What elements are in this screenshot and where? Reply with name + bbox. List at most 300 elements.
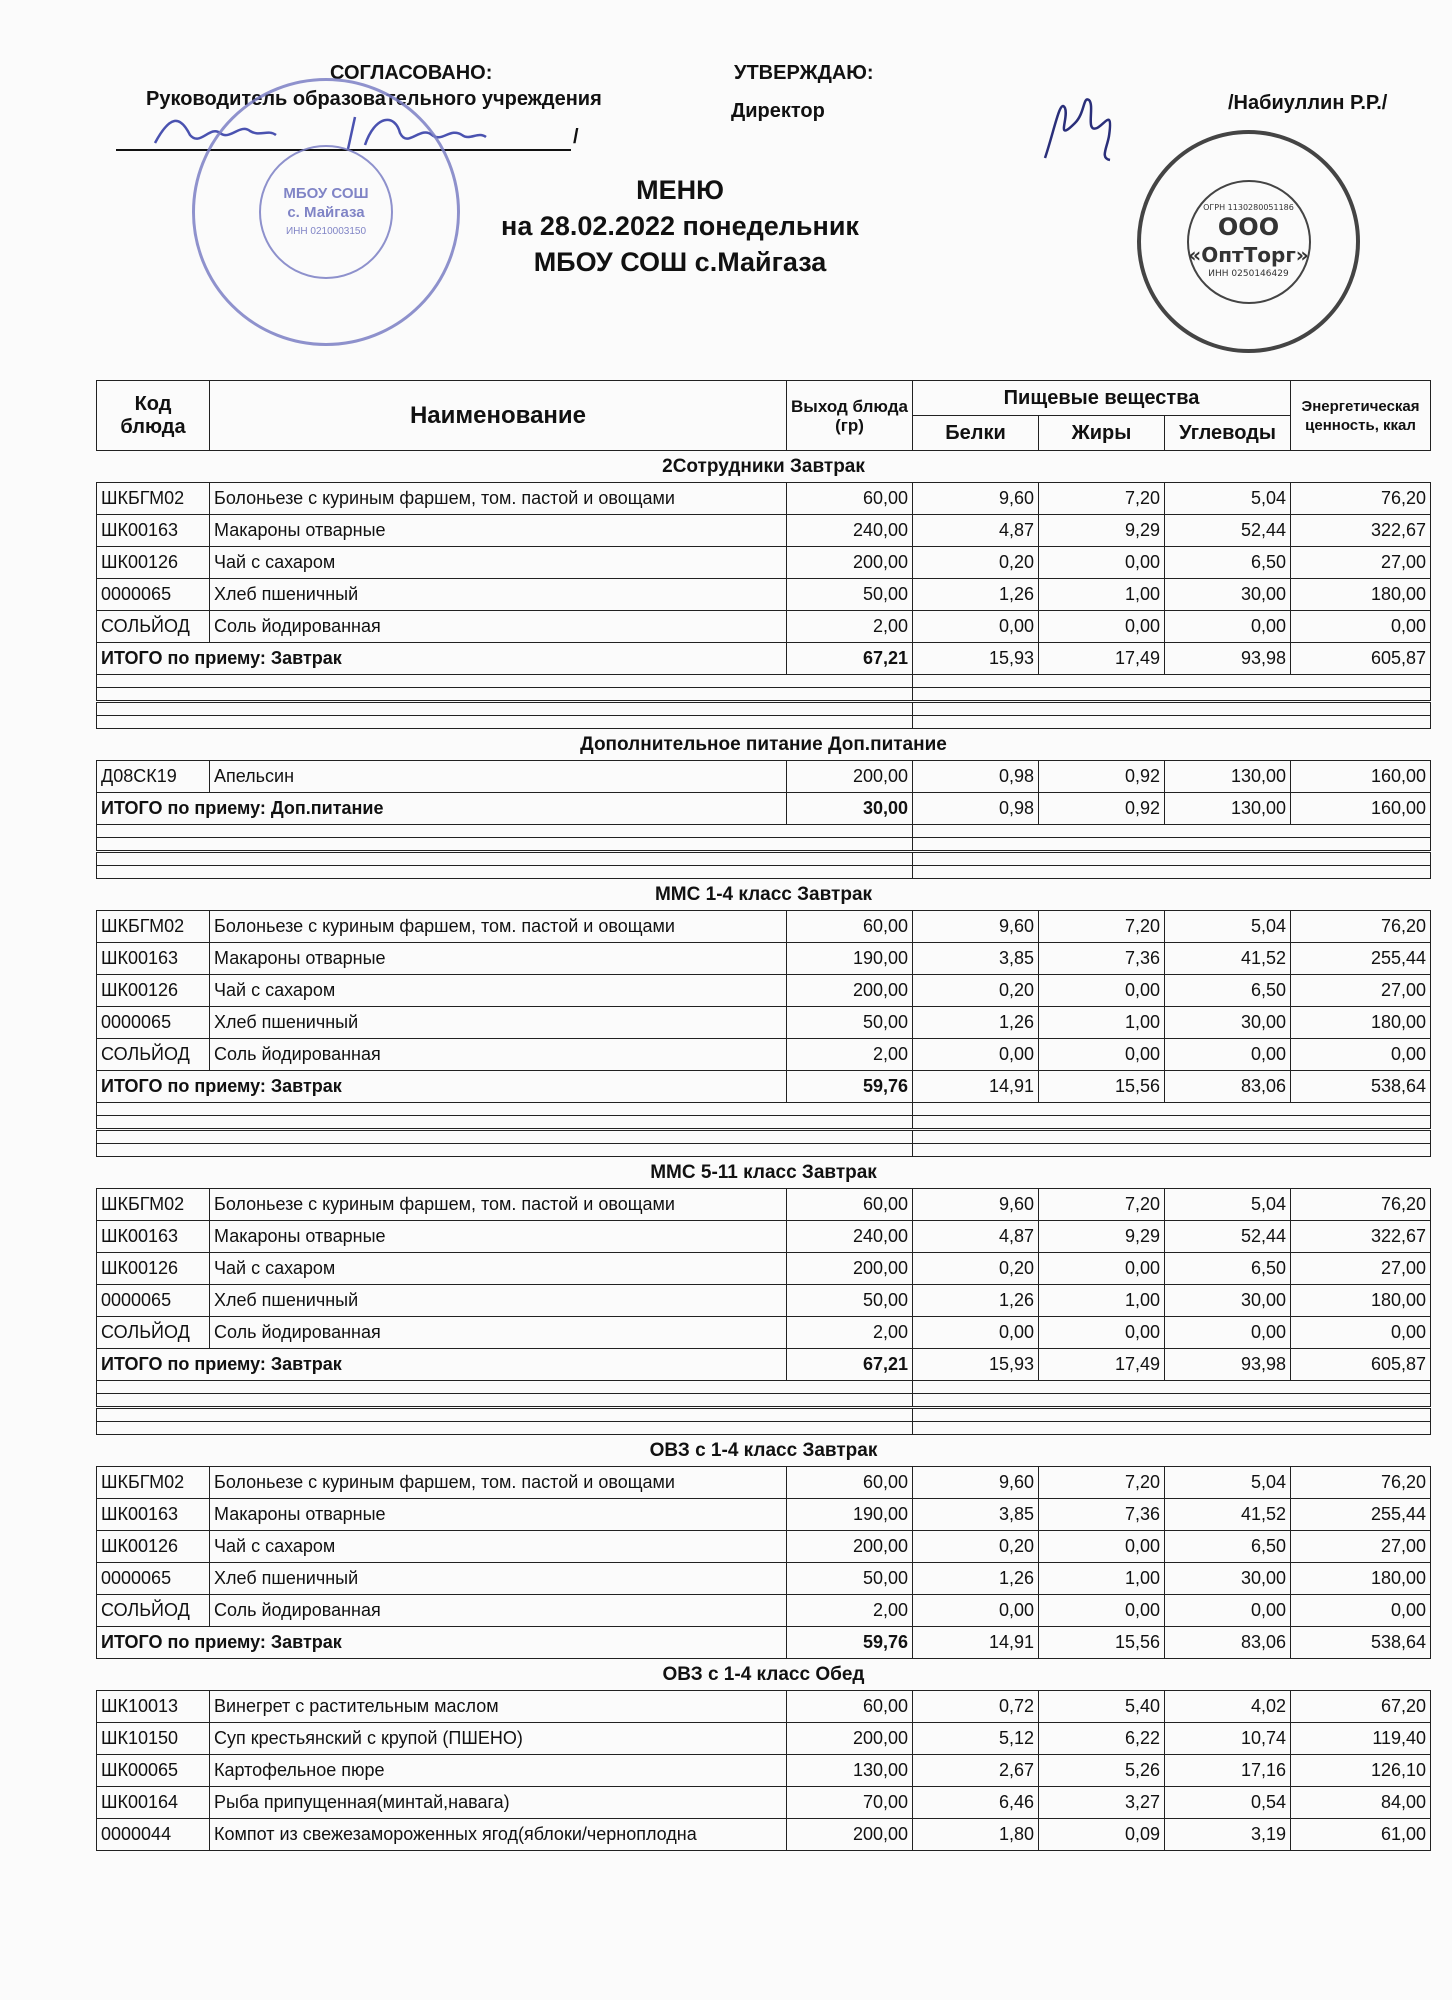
dish-protein: 1,26	[913, 1563, 1039, 1595]
dish-protein: 9,60	[913, 911, 1039, 943]
table-row	[97, 515, 1431, 547]
dish-protein: 3,85	[913, 943, 1039, 975]
dish-fat: 9,29	[1039, 1221, 1165, 1253]
total-output: 59,76	[787, 1627, 913, 1659]
company-stamp-inn: ИНН 0250146429	[1208, 269, 1289, 279]
dish-fat: 6,22	[1039, 1723, 1165, 1755]
dish-code: ШК00065	[97, 1755, 210, 1787]
dish-code: 0000065	[97, 1007, 210, 1039]
total-row	[97, 1071, 1431, 1103]
spacer-cell	[97, 702, 913, 716]
dish-code: СОЛЬЙОД	[97, 611, 210, 643]
dish-code: СОЛЬЙОД	[97, 1039, 210, 1071]
dish-code: ШК00163	[97, 1221, 210, 1253]
dish-energy: 67,20	[1291, 1691, 1431, 1723]
spacer-cell	[913, 688, 1431, 702]
dish-output: 200,00	[787, 975, 913, 1007]
spacer-cell	[913, 716, 1431, 729]
menu-title-school: МБОУ СОШ с.Майгаза	[533, 247, 827, 277]
table-row	[97, 1039, 1431, 1071]
header-fat: Жиры	[1039, 416, 1165, 451]
dish-carbs: 30,00	[1165, 1563, 1291, 1595]
dish-output: 2,00	[787, 1039, 913, 1071]
dish-carbs: 6,50	[1165, 1531, 1291, 1563]
dish-protein: 0,72	[913, 1691, 1039, 1723]
total-protein: 15,93	[913, 643, 1039, 675]
company-stamp-ogrn: ОГРН 1130280051186	[1203, 203, 1294, 212]
dish-name: Макароны отварные	[210, 1499, 787, 1531]
dish-energy: 180,00	[1291, 579, 1431, 611]
dish-name: Чай с сахаром	[210, 547, 787, 579]
approve-name: /Набиуллин Р.Р./	[1228, 92, 1388, 114]
table-row	[97, 1189, 1431, 1221]
spacer-cell	[913, 1394, 1431, 1408]
spacer-cell	[97, 825, 913, 838]
table-row	[97, 1819, 1431, 1851]
dish-code: ШК10013	[97, 1691, 210, 1723]
section-title: ММС 5-11 класс Завтрак	[97, 1157, 1431, 1189]
dish-protein: 4,87	[913, 515, 1039, 547]
dish-fat: 0,00	[1039, 611, 1165, 643]
dish-name: Хлеб пшеничный	[210, 579, 787, 611]
spacer-row	[97, 1144, 1431, 1157]
section-header	[97, 1435, 1431, 1467]
total-label: ИТОГО по приему: Завтрак	[97, 1627, 787, 1659]
dish-energy: 0,00	[1291, 1595, 1431, 1627]
spacer-cell	[913, 1116, 1431, 1130]
spacer-cell	[913, 838, 1431, 852]
dish-fat: 7,20	[1039, 483, 1165, 515]
spacer-cell	[97, 1422, 913, 1435]
spacer-cell	[97, 1408, 913, 1422]
spacer-cell	[97, 852, 913, 866]
total-row	[97, 793, 1431, 825]
total-row	[97, 1627, 1431, 1659]
dish-protein: 0,00	[913, 1317, 1039, 1349]
agreed-role: Руководитель образовательного учреждения	[146, 88, 602, 110]
total-output: 67,21	[787, 643, 913, 675]
dish-protein: 0,98	[913, 761, 1039, 793]
dish-carbs: 0,00	[1165, 1039, 1291, 1071]
spacer-cell	[97, 1144, 913, 1157]
dish-fat: 1,00	[1039, 1285, 1165, 1317]
dish-protein: 9,60	[913, 1189, 1039, 1221]
total-protein: 15,93	[913, 1349, 1039, 1381]
dish-name: Хлеб пшеничный	[210, 1563, 787, 1595]
dish-output: 60,00	[787, 1467, 913, 1499]
menu-body	[97, 451, 1431, 1851]
dish-name: Чай с сахаром	[210, 1531, 787, 1563]
spacer-cell	[913, 1422, 1431, 1435]
total-label: ИТОГО по приему: Доп.питание	[97, 793, 787, 825]
dish-name: Макароны отварные	[210, 943, 787, 975]
dish-carbs: 30,00	[1165, 1285, 1291, 1317]
spacer-row	[97, 825, 1431, 838]
dish-energy: 322,67	[1291, 515, 1431, 547]
dish-name: Суп крестьянский с крупой (ПШЕНО)	[210, 1723, 787, 1755]
total-fat: 17,49	[1039, 1349, 1165, 1381]
dish-fat: 5,40	[1039, 1691, 1165, 1723]
table-row	[97, 1691, 1431, 1723]
dish-name: Соль йодированная	[210, 1317, 787, 1349]
spacer-cell	[913, 1381, 1431, 1394]
dish-fat: 9,29	[1039, 515, 1165, 547]
spacer-row	[97, 688, 1431, 702]
dish-protein: 0,20	[913, 1253, 1039, 1285]
agreed-label: СОГЛАСОВАНО:	[330, 62, 493, 84]
table-row	[97, 579, 1431, 611]
spacer-cell	[97, 1381, 913, 1394]
dish-protein: 1,26	[913, 1007, 1039, 1039]
table-row	[97, 1007, 1431, 1039]
spacer-row	[97, 866, 1431, 879]
total-energy: 538,64	[1291, 1071, 1431, 1103]
table-row	[97, 483, 1431, 515]
dish-name: Апельсин	[210, 761, 787, 793]
section-header	[97, 729, 1431, 761]
dish-carbs: 0,00	[1165, 1317, 1291, 1349]
dish-output: 60,00	[787, 1691, 913, 1723]
spacer-row	[97, 675, 1431, 688]
section-title: ММС 1-4 класс Завтрак	[97, 879, 1431, 911]
header-name: Наименование	[210, 381, 787, 451]
dish-carbs: 0,00	[1165, 611, 1291, 643]
approve-label: УТВЕРЖДАЮ:	[734, 62, 874, 84]
section-title: ОВЗ с 1-4 класс Завтрак	[97, 1435, 1431, 1467]
dish-output: 50,00	[787, 579, 913, 611]
table-row	[97, 547, 1431, 579]
school-stamp-inn: ИНН 0210003150	[285, 225, 367, 237]
section-title: 2Сотрудники Завтрак	[97, 451, 1431, 483]
dish-fat: 0,00	[1039, 1595, 1165, 1627]
dish-protein: 0,20	[913, 1531, 1039, 1563]
dish-fat: 0,09	[1039, 1819, 1165, 1851]
dish-fat: 0,92	[1039, 761, 1165, 793]
dish-protein: 6,46	[913, 1787, 1039, 1819]
dish-carbs: 0,00	[1165, 1595, 1291, 1627]
dish-code: ШКБГМ02	[97, 1189, 210, 1221]
dish-code: 0000044	[97, 1819, 210, 1851]
dish-carbs: 30,00	[1165, 579, 1291, 611]
school-stamp-line1: МБОУ СОШ	[283, 184, 369, 202]
dish-code: ШКБГМ02	[97, 911, 210, 943]
dish-code: ШКБГМ02	[97, 483, 210, 515]
dish-code: ШК00126	[97, 547, 210, 579]
dish-code: ШК00164	[97, 1787, 210, 1819]
dish-name: Макароны отварные	[210, 1221, 787, 1253]
dish-carbs: 10,74	[1165, 1723, 1291, 1755]
dish-fat: 7,36	[1039, 1499, 1165, 1531]
dish-output: 50,00	[787, 1007, 913, 1039]
dish-carbs: 41,52	[1165, 943, 1291, 975]
dish-output: 200,00	[787, 547, 913, 579]
header-protein: Белки	[913, 416, 1039, 451]
spacer-row	[97, 1408, 1431, 1422]
total-carbs: 93,98	[1165, 1349, 1291, 1381]
dish-protein: 1,26	[913, 1285, 1039, 1317]
header-nutrients: Пищевые вещества	[913, 381, 1291, 416]
dish-code: ШК00163	[97, 1499, 210, 1531]
spacer-row	[97, 1116, 1431, 1130]
table-row	[97, 1595, 1431, 1627]
total-carbs: 83,06	[1165, 1627, 1291, 1659]
dish-name: Соль йодированная	[210, 1039, 787, 1071]
dish-name: Чай с сахаром	[210, 1253, 787, 1285]
dish-output: 200,00	[787, 1819, 913, 1851]
dish-output: 240,00	[787, 515, 913, 547]
table-row	[97, 1563, 1431, 1595]
dish-energy: 27,00	[1291, 1253, 1431, 1285]
spacer-row	[97, 838, 1431, 852]
dish-energy: 0,00	[1291, 611, 1431, 643]
total-energy: 538,64	[1291, 1627, 1431, 1659]
spacer-row	[97, 1130, 1431, 1144]
dish-name: Рыба припущенная(минтай,навага)	[210, 1787, 787, 1819]
total-output: 59,76	[787, 1071, 913, 1103]
spacer-cell	[97, 1103, 913, 1116]
dish-name: Соль йодированная	[210, 611, 787, 643]
dish-name: Хлеб пшеничный	[210, 1285, 787, 1317]
dish-energy: 255,44	[1291, 943, 1431, 975]
total-label: ИТОГО по приему: Завтрак	[97, 643, 787, 675]
spacer-cell	[913, 866, 1431, 879]
company-stamp-line2: «ОптТорг»	[1188, 243, 1309, 267]
dish-carbs: 17,16	[1165, 1755, 1291, 1787]
table-row	[97, 1755, 1431, 1787]
header-energy: Энергетическая ценность, ккал	[1291, 381, 1431, 451]
dish-energy: 255,44	[1291, 1499, 1431, 1531]
dish-output: 2,00	[787, 1595, 913, 1627]
dish-output: 190,00	[787, 1499, 913, 1531]
dish-name: Хлеб пшеничный	[210, 1007, 787, 1039]
dish-name: Соль йодированная	[210, 1595, 787, 1627]
dish-name: Болоньезе с куриным фаршем, том. пастой и овощами	[210, 483, 787, 515]
table-row	[97, 1317, 1431, 1349]
dish-carbs: 6,50	[1165, 547, 1291, 579]
dish-protein: 5,12	[913, 1723, 1039, 1755]
dish-energy: 27,00	[1291, 975, 1431, 1007]
table-row	[97, 975, 1431, 1007]
total-fat: 17,49	[1039, 643, 1165, 675]
dish-fat: 0,00	[1039, 547, 1165, 579]
dish-output: 240,00	[787, 1221, 913, 1253]
dish-energy: 180,00	[1291, 1563, 1431, 1595]
table-row	[97, 911, 1431, 943]
dish-output: 2,00	[787, 611, 913, 643]
dish-code: ШК00126	[97, 975, 210, 1007]
section-title: Дополнительное питание Доп.питание	[97, 729, 1431, 761]
dish-carbs: 5,04	[1165, 1189, 1291, 1221]
dish-protein: 4,87	[913, 1221, 1039, 1253]
dish-energy: 119,40	[1291, 1723, 1431, 1755]
dish-fat: 0,00	[1039, 975, 1165, 1007]
dish-protein: 9,60	[913, 483, 1039, 515]
spacer-cell	[913, 1130, 1431, 1144]
total-carbs: 93,98	[1165, 643, 1291, 675]
dish-code: 0000065	[97, 1563, 210, 1595]
dish-protein: 0,20	[913, 975, 1039, 1007]
dish-energy: 76,20	[1291, 1189, 1431, 1221]
dish-fat: 1,00	[1039, 1563, 1165, 1595]
dish-protein: 2,67	[913, 1755, 1039, 1787]
table-row	[97, 761, 1431, 793]
dish-code: ШКБГМ02	[97, 1467, 210, 1499]
spacer-cell	[97, 688, 913, 702]
dish-name: Болоньезе с куриным фаршем, том. пастой и овощами	[210, 1467, 787, 1499]
table-row	[97, 1285, 1431, 1317]
dish-code: ШК00126	[97, 1253, 210, 1285]
menu-title-line1: МЕНЮ	[636, 175, 724, 205]
total-row	[97, 1349, 1431, 1381]
dish-protein: 9,60	[913, 1467, 1039, 1499]
section-title: ОВЗ с 1-4 класс Обед	[97, 1659, 1431, 1691]
section-header	[97, 1157, 1431, 1189]
spacer-cell	[913, 852, 1431, 866]
total-output: 67,21	[787, 1349, 913, 1381]
dish-output: 200,00	[787, 761, 913, 793]
spacer-row	[97, 1103, 1431, 1116]
menu-table	[96, 380, 1431, 1851]
dish-name: Компот из свежезамороженных ягод(яблоки/черноплодна	[210, 1819, 787, 1851]
spacer-cell	[913, 1408, 1431, 1422]
school-stamp-line2: с. Майгаза	[287, 203, 365, 221]
dish-protein: 0,00	[913, 1595, 1039, 1627]
dish-carbs: 5,04	[1165, 483, 1291, 515]
spacer-cell	[97, 1394, 913, 1408]
total-energy: 605,87	[1291, 1349, 1431, 1381]
dish-fat: 1,00	[1039, 579, 1165, 611]
dish-output: 50,00	[787, 1285, 913, 1317]
dish-name: Макароны отварные	[210, 515, 787, 547]
total-fat: 0,92	[1039, 793, 1165, 825]
spacer-cell	[97, 1116, 913, 1130]
dish-fat: 1,00	[1039, 1007, 1165, 1039]
table-row	[97, 611, 1431, 643]
dish-energy: 84,00	[1291, 1787, 1431, 1819]
approve-role: Директор	[731, 100, 825, 122]
dish-code: ШК00163	[97, 943, 210, 975]
dish-energy: 76,20	[1291, 483, 1431, 515]
dish-carbs: 52,44	[1165, 1221, 1291, 1253]
agreed-slash: /	[573, 126, 579, 148]
dish-fat: 3,27	[1039, 1787, 1165, 1819]
spacer-cell	[97, 838, 913, 852]
dish-carbs: 6,50	[1165, 975, 1291, 1007]
total-protein: 14,91	[913, 1627, 1039, 1659]
menu-title-date: на 28.02.2022 понедельник	[501, 211, 859, 241]
dish-carbs: 52,44	[1165, 515, 1291, 547]
dish-output: 200,00	[787, 1723, 913, 1755]
spacer-cell	[913, 675, 1431, 688]
spacer-row	[97, 852, 1431, 866]
table-row	[97, 1723, 1431, 1755]
spacer-row	[97, 702, 1431, 716]
header-output: Выход блюда (гр)	[787, 381, 913, 451]
director-signature	[1025, 88, 1135, 168]
table-row	[97, 1787, 1431, 1819]
dish-energy: 76,20	[1291, 1467, 1431, 1499]
dish-carbs: 5,04	[1165, 1467, 1291, 1499]
dish-carbs: 0,54	[1165, 1787, 1291, 1819]
spacer-row	[97, 1394, 1431, 1408]
dish-protein: 0,00	[913, 611, 1039, 643]
dish-name: Картофельное пюре	[210, 1755, 787, 1787]
total-protein: 14,91	[913, 1071, 1039, 1103]
total-energy: 160,00	[1291, 793, 1431, 825]
dish-fat: 0,00	[1039, 1039, 1165, 1071]
spacer-cell	[97, 866, 913, 879]
dish-output: 60,00	[787, 483, 913, 515]
dish-fat: 7,20	[1039, 1189, 1165, 1221]
dish-carbs: 30,00	[1165, 1007, 1291, 1039]
total-fat: 15,56	[1039, 1627, 1165, 1659]
total-output: 30,00	[787, 793, 913, 825]
total-carbs: 83,06	[1165, 1071, 1291, 1103]
total-fat: 15,56	[1039, 1071, 1165, 1103]
section-header	[97, 1659, 1431, 1691]
dish-energy: 0,00	[1291, 1317, 1431, 1349]
table-row	[97, 1499, 1431, 1531]
dish-energy: 76,20	[1291, 911, 1431, 943]
table-row	[97, 1253, 1431, 1285]
dish-name: Болоньезе с куриным фаршем, том. пастой и овощами	[210, 911, 787, 943]
company-stamp-line1: ООО	[1217, 213, 1280, 241]
table-row	[97, 1221, 1431, 1253]
dish-fat: 7,20	[1039, 911, 1165, 943]
dish-output: 190,00	[787, 943, 913, 975]
dish-energy: 322,67	[1291, 1221, 1431, 1253]
dish-output: 200,00	[787, 1253, 913, 1285]
dish-code: 0000065	[97, 579, 210, 611]
dish-energy: 160,00	[1291, 761, 1431, 793]
spacer-cell	[913, 702, 1431, 716]
spacer-cell	[97, 1130, 913, 1144]
spacer-row	[97, 716, 1431, 729]
dish-fat: 0,00	[1039, 1317, 1165, 1349]
dish-fat: 7,20	[1039, 1467, 1165, 1499]
dish-output: 70,00	[787, 1787, 913, 1819]
table-row	[97, 1531, 1431, 1563]
header-code: Код блюда	[97, 381, 210, 451]
dish-energy: 0,00	[1291, 1039, 1431, 1071]
total-label: ИТОГО по приему: Завтрак	[97, 1349, 787, 1381]
dish-energy: 180,00	[1291, 1007, 1431, 1039]
dish-output: 130,00	[787, 1755, 913, 1787]
total-energy: 605,87	[1291, 643, 1431, 675]
dish-energy: 180,00	[1291, 1285, 1431, 1317]
section-header	[97, 879, 1431, 911]
dish-protein: 1,26	[913, 579, 1039, 611]
dish-code: ШК00126	[97, 1531, 210, 1563]
dish-code: Д08СК19	[97, 761, 210, 793]
dish-code: 0000065	[97, 1285, 210, 1317]
dish-carbs: 4,02	[1165, 1691, 1291, 1723]
dish-fat: 5,26	[1039, 1755, 1165, 1787]
dish-code: СОЛЬЙОД	[97, 1595, 210, 1627]
spacer-cell	[913, 1144, 1431, 1157]
dish-energy: 27,00	[1291, 547, 1431, 579]
dish-protein: 0,20	[913, 547, 1039, 579]
total-carbs: 130,00	[1165, 793, 1291, 825]
dish-protein: 3,85	[913, 1499, 1039, 1531]
total-label: ИТОГО по приему: Завтрак	[97, 1071, 787, 1103]
menu-title	[380, 172, 980, 280]
dish-carbs: 130,00	[1165, 761, 1291, 793]
spacer-cell	[913, 825, 1431, 838]
dish-energy: 27,00	[1291, 1531, 1431, 1563]
spacer-cell	[97, 716, 913, 729]
dish-code: СОЛЬЙОД	[97, 1317, 210, 1349]
